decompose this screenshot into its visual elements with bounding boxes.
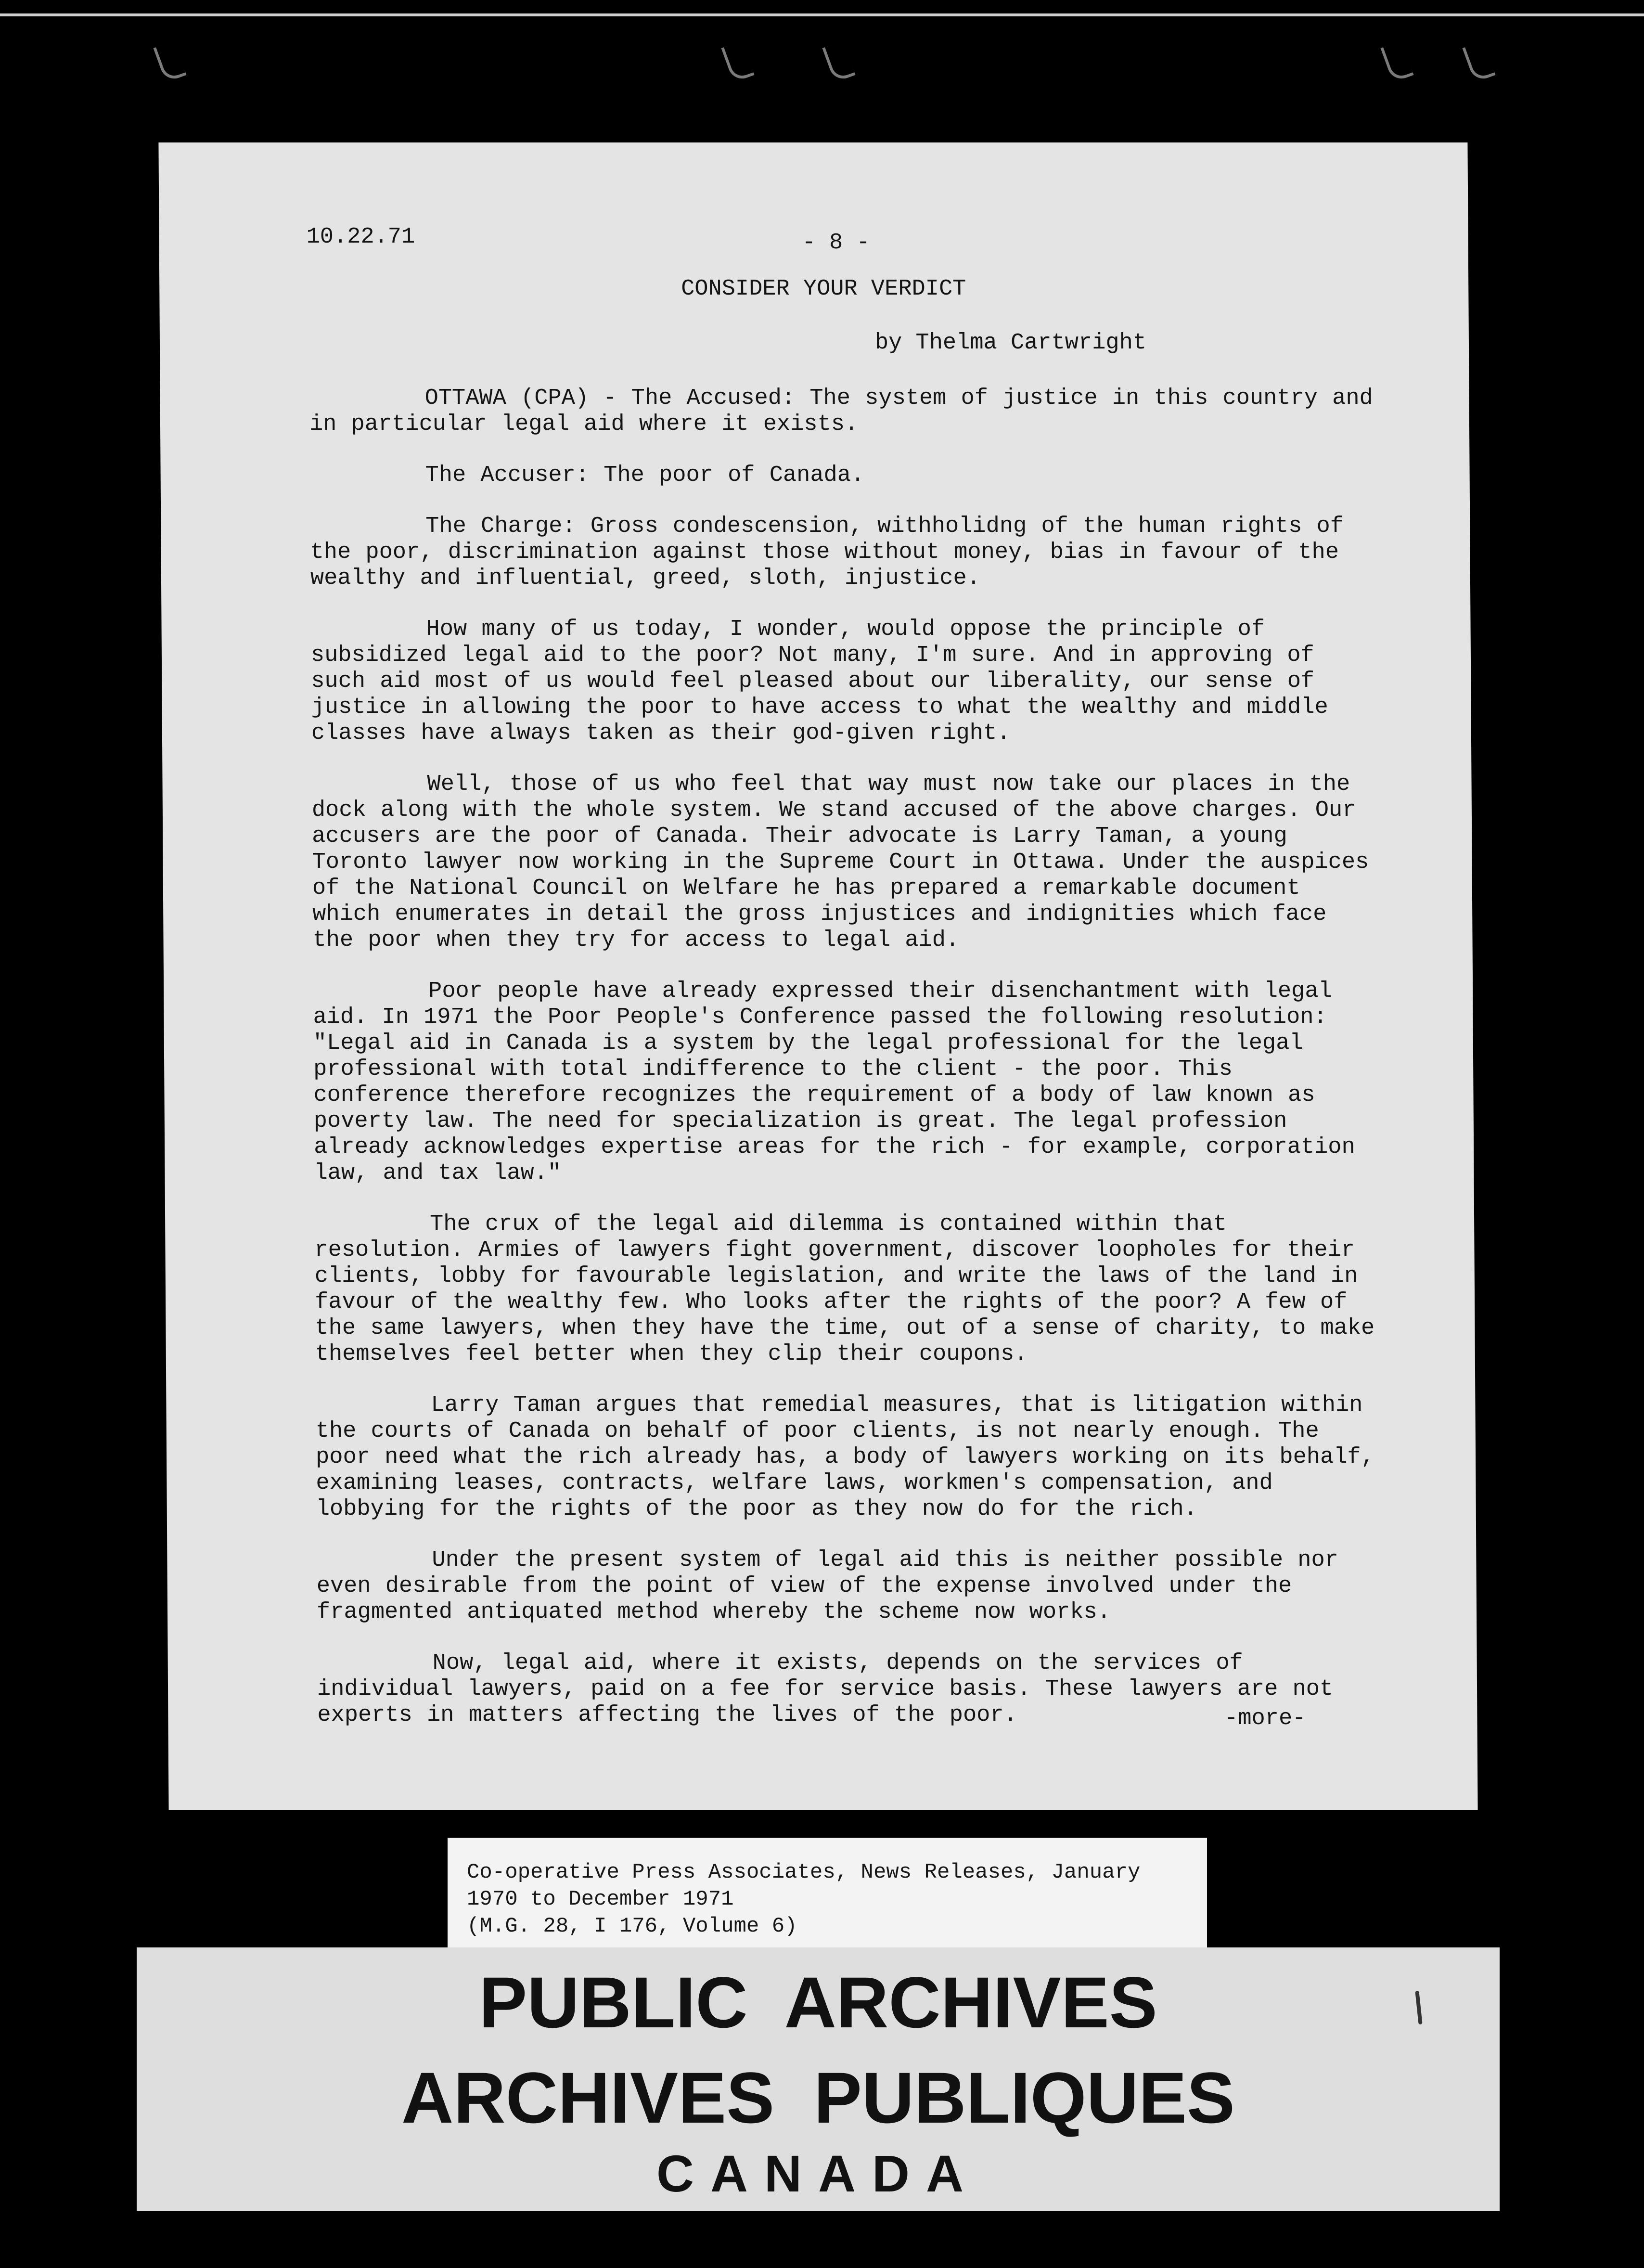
paragraph: Under the present system of legal aid this is neither possible nor even desirable from the point of view of the expense involved under the fragmented antiquated method whereby the scheme now works. [316,1547,1339,1625]
paragraph: The crux of the legal aid dilemma is contained within that resolution. Armies of lawyers fight government, discover loopholes for their clients, lobby for favourable legislation, and write the laws of the land in favour of the wealthy few. Who looks after the rights of the poor? A few of the same lawyers, when they have the time, out of a sense of charity, to make themselves feel better when they clip their coupons. [314,1211,1375,1367]
film-edge-rule [0,13,1644,16]
release-date: 10.22.71 [306,224,415,250]
caption-line: Co-operative Press Associates, News Releases, January [467,1860,1141,1884]
banner-title-english: PUBLIC ARCHIVES [479,1962,1157,2043]
continuation-marker: -more- [1224,1706,1306,1731]
caption-line: (M.G. 28, I 176, Volume 6) [467,1914,797,1938]
film-mark [822,40,855,82]
typed-page [158,142,1477,1810]
archive-banner [137,1947,1500,2211]
paragraph: Poor people have already expressed their disenchantment with legal aid. In 1971 the Poor People's Conference passed the following resolution: "Legal aid in Canada is a system by the legal professional for the legal professional with total indifference to the client - the poor. This conference therefore recognizes the requirement of a body of law known as poverty law. The need for specialization is great. The legal profession already acknowledges expertise areas for the rich - for example, corporation law, and tax law." [313,979,1355,1186]
paragraph: OTTAWA (CPA) - The Accused: The system of justice in this country and in particular legal aid where it exists. [309,386,1373,437]
page-header [306,224,1391,256]
archival-caption-card [448,1838,1207,1948]
headline: CONSIDER YOUR VERDICT [681,276,966,302]
article-body [309,386,1386,1753]
page-number: - 8 - [802,230,870,256]
paragraph: Well, those of us who feel that way must now take our places in the dock along with the whole system. We stand accused of the above charges. Our accusers are the poor of Canada. Their advocate is Larry Taman, a young Toronto lawyer now working in the Supreme Court in Ottawa. Under the auspices of the National Council on Welfare he has prepared a remarkable document which enumerates in detail the gross injustices and indignities which face the poor when they try for access to legal aid. [311,772,1369,953]
paragraph: The Charge: Gross condescension, withholidng of the human rights of the poor, discrimination against those without money, bias in favour of the wealthy and influential, greed, sloth, injustice. [310,514,1344,591]
film-mark [721,40,754,82]
paragraph: The Accuser: The poor of Canada. [425,463,865,488]
paragraph: How many of us today, I wonder, would oppose the principle of subsidized legal aid to the poor? Not many, I'm sure. And in approving of such aid most of us would feel pleased about our liberality, our sense of justice in allowing the poor to have access to what the wealthy and middle classes have always taken as their god-given right. [310,617,1328,746]
byline: by Thelma Cartwright [874,330,1147,356]
paragraph: Larry Taman argues that remedial measures, that is litigation within the courts of Canada on behalf of poor clients, is not nearly enough. The poor need what the rich already has, a body of lawyers working on its behalf, examining leases, contracts, welfare laws, workmen's compensation, and lobbying for the rights of the poor as they now do for the rich. [315,1392,1375,1522]
banner-country: CANADA [656,2144,980,2203]
paragraph: Now, legal aid, where it exists, depends on the services of individual lawyers, paid on a fee for service basis. These lawyers are not experts in matters affecting the lives of the poor. [317,1650,1334,1728]
caption-line: 1970 to December 1971 [467,1887,734,1911]
film-mark [153,40,186,82]
banner-title-french: ARCHIVES PUBLIQUES [401,2057,1235,2138]
film-mark [1462,40,1495,82]
film-mark [1380,40,1413,82]
